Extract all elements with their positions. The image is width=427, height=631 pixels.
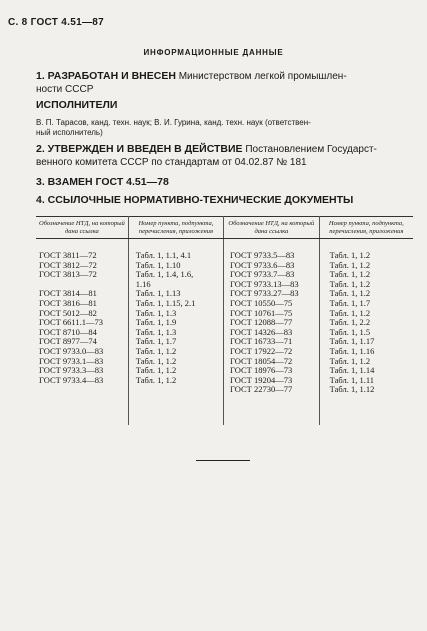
table-cell-doc: ГОСТ 6611.1—73 [39, 317, 103, 328]
table-cell-doc: ГОСТ 9733.3—83 [39, 365, 104, 376]
table-cell-doc: ГОСТ 16733—71 [230, 336, 293, 347]
references-table [36, 216, 413, 425]
section-1-text-line2: ности СССР [36, 84, 94, 95]
col-header-doc-right: Обозначение НТД, на который дана ссылка [224, 217, 320, 239]
table-cell-doc: ГОСТ 8977—74 [39, 336, 97, 347]
table-cell-doc: ГОСТ 5012—82 [39, 307, 97, 318]
section-3 [36, 176, 412, 189]
table-cell-ref: Табл. 1, 1.3 [135, 326, 177, 337]
table-cell-doc: ГОСТ 22730—77 [230, 384, 293, 395]
executors-text-line1: В. П. Тарасов, канд. техн. наук; В. И. Гурина, канд. техн. наук (ответствен- [36, 118, 311, 127]
table-cell-ref: Табл. 1, 1.2 [329, 355, 371, 366]
section-1-text: Министерством легкой промышлен- [175, 71, 347, 82]
table-cell-ref: Табл. 1, 1.3 [135, 307, 177, 318]
table-cell-doc: ГОСТ 9733.27—83 [230, 288, 299, 299]
table-cell-doc: ГОСТ 10761—75 [230, 307, 293, 318]
executors-heading: ИСПОЛНИТЕЛИ [36, 99, 118, 111]
table-cell-ref: Табл. 1, 2.2 [329, 317, 371, 328]
table-cell-doc: ГОСТ 3814—81 [39, 288, 97, 299]
table-cell-doc: ГОСТ 3811—72 [39, 250, 97, 260]
table-cell-ref: Табл. 1, 1.15, 2.1 [135, 297, 196, 308]
col-header-ref-left: Номер пункта, подпункта, перечисления, приложения [128, 217, 223, 239]
executors-text [36, 118, 412, 138]
page-title: ИНФОРМАЦИОННЫЕ ДАННЫЕ [143, 48, 284, 57]
table-cell-ref: Табл. 1, 1.2 [329, 278, 371, 289]
table-cell-doc: ГОСТ 3812—72 [39, 259, 97, 270]
table-cell-ref: Табл. 1, 1.2 [135, 355, 177, 366]
section-3-heading: 3. ВЗАМЕН ГОСТ 4.51—78 [36, 176, 169, 188]
col-header-ref-right: Номер пункта, подпункта, перечисления, приложения [319, 217, 413, 239]
table-cell-doc: ГОСТ 19204—73 [230, 374, 293, 385]
table-cell-ref: Табл. 1, 1.2 [329, 250, 371, 260]
section-2 [36, 143, 412, 169]
table-cell-doc: ГОСТ 14326—83 [230, 326, 293, 337]
table-cell-doc: ГОСТ 18976—73 [230, 365, 293, 376]
table-cell-ref: Табл. 1, 1.12 [329, 384, 375, 395]
table-cell-ref: Табл. 1, 1.4, 1.6, [135, 269, 194, 280]
table-cell-ref: Табл. 1, 1.7 [329, 297, 371, 308]
section-2-heading: 2. УТВЕРЖДЕН И ВВЕДЕН В ДЕЙСТВИЕ [36, 143, 243, 155]
left-refs-column [128, 239, 223, 426]
table-cell-ref: Табл. 1, 1.2 [329, 259, 371, 270]
section-2-text: Постановлением Государст- [242, 144, 377, 155]
table-cell-ref: Табл. 1, 1.2 [135, 374, 177, 385]
table-cell-ref: Табл. 1, 1.16 [329, 345, 375, 356]
section-1 [36, 70, 412, 96]
table-cell-ref: Табл. 1, 1.1, 4.1 [135, 250, 192, 260]
table-cell-ref: Табл. 1, 1.17 [329, 336, 375, 347]
table-cell-ref: Табл. 1, 1.14 [329, 365, 375, 376]
section-4-heading: 4. ССЫЛОЧНЫЕ НОРМАТИВНО-ТЕХНИЧЕСКИЕ ДОКУМЕНТЫ [36, 194, 354, 206]
section-executors [36, 99, 412, 112]
table-cell-ref: Табл. 1, 1.9 [135, 317, 177, 328]
table-cell-ref: Табл. 1, 1.2 [135, 365, 177, 376]
table-cell-doc: ГОСТ 10550—75 [230, 297, 293, 308]
table-cell-ref: Табл. 1, 1.2 [329, 288, 371, 299]
table-cell-doc: ГОСТ 8710—84 [39, 326, 97, 337]
table-cell-doc: ГОСТ 9733.5—83 [230, 250, 295, 260]
table-cell-ref: Табл. 1, 1.2 [329, 269, 371, 280]
table-cell-ref: 1.16 [135, 278, 151, 289]
table-cell-doc: ГОСТ 3816—81 [39, 297, 97, 308]
section-2-text-line2: венного комитета СССР по стандартам от 04.02.87 № 181 [36, 157, 307, 168]
table-cell-doc: ГОСТ 18054—72 [230, 355, 293, 366]
table-cell-doc: ГОСТ 9733.1—83 [39, 355, 104, 366]
left-docs-column [36, 239, 128, 426]
end-divider [196, 460, 250, 461]
right-refs-column [319, 239, 413, 426]
page-header: С. 8 ГОСТ 4.51—87 [8, 17, 104, 28]
table-cell-ref: Табл. 1, 1.2 [329, 307, 371, 318]
table-cell-ref: Табл. 1, 1.10 [135, 259, 181, 270]
table-cell-ref: Табл. 1, 1.11 [329, 374, 375, 385]
right-docs-column [224, 239, 320, 426]
table-cell-doc: ГОСТ 12088—77 [230, 317, 293, 328]
table-cell-doc: ГОСТ 3813—72 [39, 269, 97, 280]
table-cell-doc: ГОСТ 9733.7—83 [230, 269, 295, 280]
table-cell-doc: ГОСТ 9733.6—83 [230, 259, 295, 270]
table-cell-doc: ГОСТ 9733.4—83 [39, 374, 104, 385]
col-header-doc-left: Обозначение НТД, на который дана ссылка [36, 217, 128, 239]
table-cell-ref: Табл. 1, 1.5 [329, 326, 371, 337]
table-cell-doc: ГОСТ 17922—72 [230, 345, 293, 356]
table-cell-doc: ГОСТ 9733.0—83 [39, 345, 104, 356]
executors-text-line2: ный исполнитель) [36, 128, 103, 137]
section-1-heading: 1. РАЗРАБОТАН И ВНЕСЕН [36, 70, 176, 82]
table-cell-ref: Табл. 1, 1.13 [135, 288, 181, 299]
table-cell-doc: ГОСТ 9733.13—83 [230, 278, 299, 289]
table-cell-ref: Табл. 1, 1.7 [135, 336, 177, 347]
section-4 [36, 194, 412, 207]
table-cell-ref: Табл. 1, 1.2 [135, 345, 177, 356]
